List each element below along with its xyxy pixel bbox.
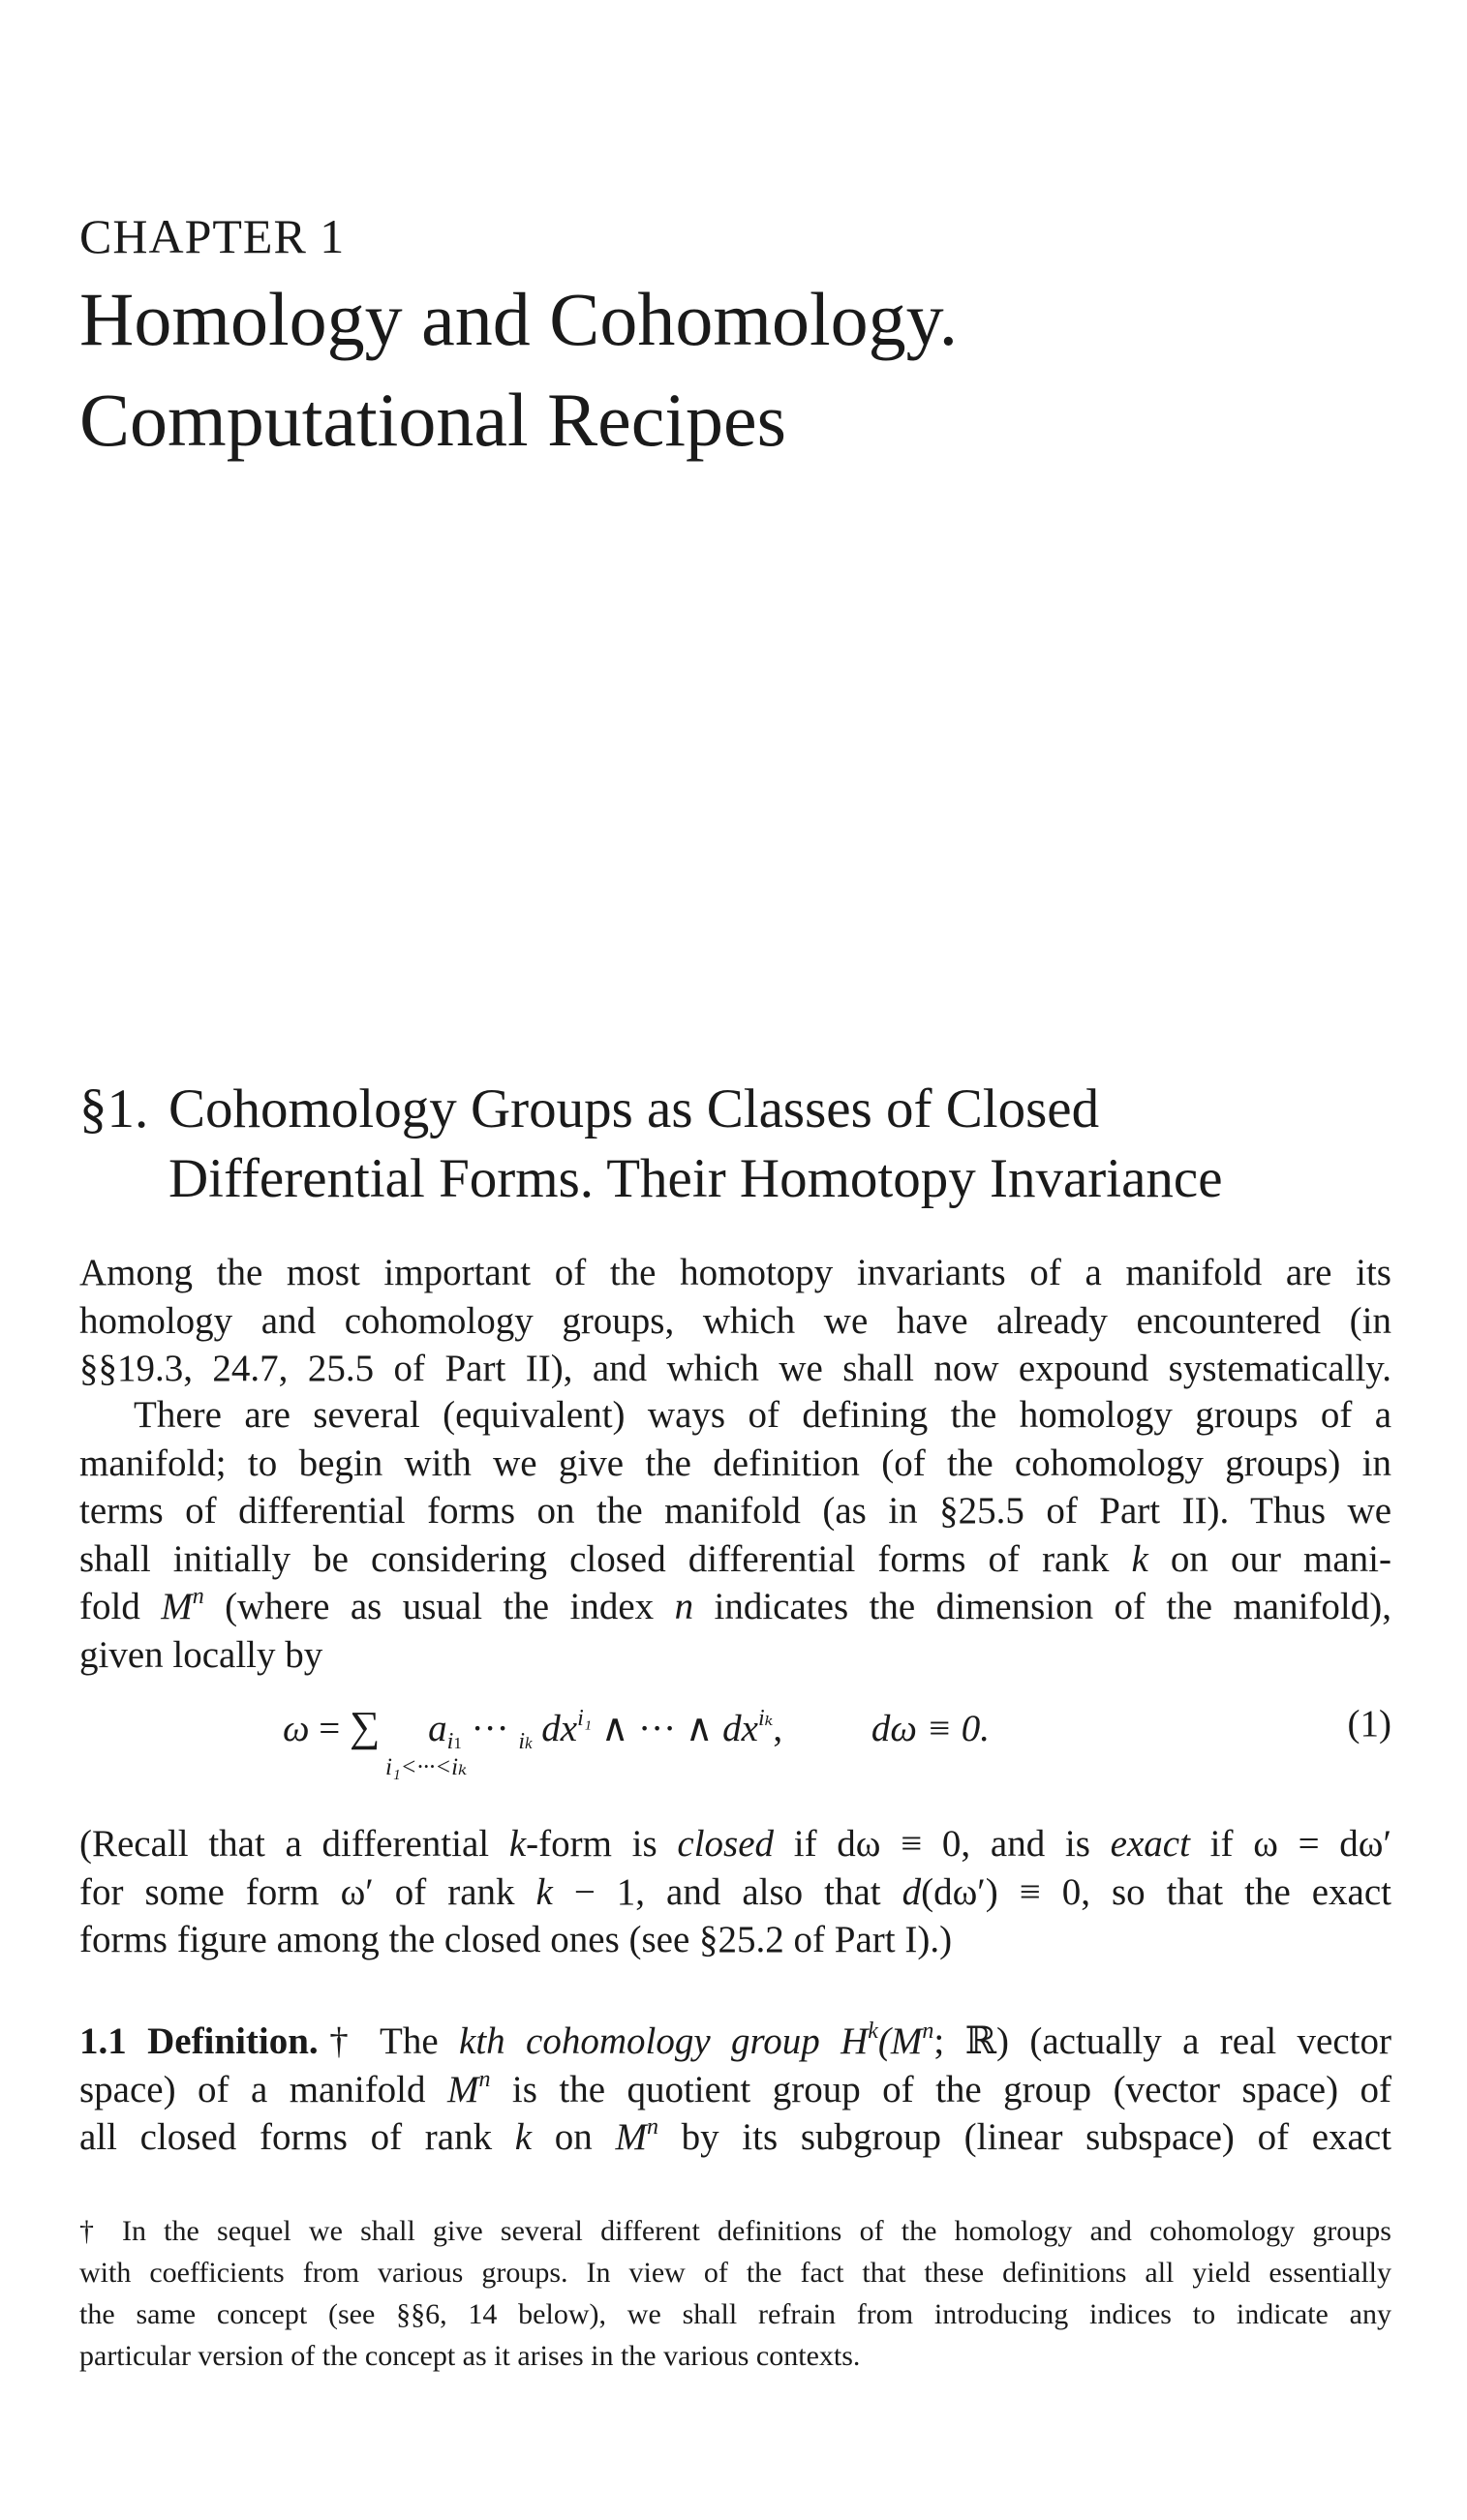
text-line: §§19.3, 24.7, 25.5 of Part II), and which we shall now expound systematically. <box>79 1348 1391 1389</box>
footnote-line: particular version of the concept as it arises in the various contexts. <box>79 2340 861 2372</box>
chapter-label: CHAPTER 1 <box>79 209 346 263</box>
math-sub: i <box>446 1729 454 1754</box>
math-var: M <box>446 2068 479 2110</box>
text-run: by its subgroup (linear subspace) of exact <box>657 2116 1391 2158</box>
footnote <box>79 2210 1391 2377</box>
text-run: The <box>359 2020 460 2062</box>
text-line <box>79 2018 1391 2066</box>
text-run: if dω ≡ 0, and is <box>774 1823 1111 1865</box>
text-run: (dω′) ≡ 0, so that the exact <box>921 1870 1392 1913</box>
definition-1-1 <box>79 2018 1391 2162</box>
text-run: for some form ω′ of rank <box>79 1870 536 1913</box>
math-sup: i₁ <box>577 1706 593 1731</box>
math-var: a <box>428 1708 447 1749</box>
sum-index: i₁<···<iₖ <box>385 1754 468 1780</box>
math-var: dx <box>532 1708 578 1749</box>
paragraph-intro <box>79 1249 1391 1393</box>
section-number: §1. <box>79 1078 149 1139</box>
equation-1 <box>79 1702 1391 1789</box>
math-op: = <box>309 1708 351 1749</box>
equation-number: (1) <box>1347 1703 1391 1745</box>
emphasis: kth cohomology group H <box>459 2020 869 2062</box>
text-line <box>79 2113 1391 2162</box>
section-heading <box>79 1075 1223 1214</box>
text-run: is the quotient group of the group (vector space) of <box>490 2068 1391 2110</box>
text-line: homology and cohomology groups, which we have already encountered (in <box>79 1299 1391 1342</box>
text-line: There are several (equivalent) ways of defining the homology groups of a <box>134 1394 1391 1436</box>
text-line <box>79 1868 1391 1917</box>
sum-symbol: ∑ <box>350 1703 381 1750</box>
section-title-line-1: Cohomology Groups as Classes of Closed <box>168 1078 1100 1139</box>
emphasis: (M <box>877 2020 923 2062</box>
text-run: − 1, and also that <box>552 1870 902 1913</box>
math-var: M <box>161 1586 193 1627</box>
footnote-marker: † <box>318 2020 360 2062</box>
math-sup: iₖ <box>757 1706 774 1731</box>
text-run: ; ℝ) <box>933 2020 1009 2062</box>
text-line: forms figure among the closed ones (see §25.2 of Part I).) <box>79 1919 953 1960</box>
text-line <box>79 1535 1391 1584</box>
text-run: (where as usual the index <box>203 1586 675 1627</box>
text-run: -form is <box>526 1823 678 1865</box>
equation-body <box>283 1702 991 1754</box>
text-run: if ω = dω′ <box>1189 1823 1392 1865</box>
definition-label: 1.1 Definition. <box>79 2020 319 2062</box>
section-title-line-2: Differential Forms. Their Homotopy Invariance <box>168 1148 1223 1209</box>
text-line <box>79 1820 1391 1868</box>
math-sup: n <box>478 2066 491 2092</box>
math-var: k <box>508 1823 527 1865</box>
math-sup: n <box>922 2019 934 2044</box>
text-run: space) of a manifold <box>79 2068 447 2110</box>
math-var: M <box>615 2116 647 2158</box>
math-op: ∧ ··· ∧ <box>592 1708 723 1749</box>
math-var: k <box>514 2116 533 2158</box>
text-line <box>79 1583 1391 1631</box>
text-line: given locally by <box>79 1633 323 1676</box>
paragraph-definitions-approach <box>79 1391 1391 1679</box>
text-run: fold <box>79 1586 162 1627</box>
text-line: manifold; to begin with we give the definition (of the cohomology groups) in <box>79 1442 1391 1484</box>
text-run: on our mani- <box>1147 1537 1391 1580</box>
text-run: shall initially be considering closed differential forms of rank <box>79 1537 1132 1580</box>
chapter-title <box>79 269 958 471</box>
emphasis: closed <box>677 1823 775 1865</box>
chapter-title-line-1: Homology and Cohomology. <box>79 277 959 361</box>
math-omega: ω <box>283 1708 310 1749</box>
footnote-line: the same concept (see §§6, 14 below), we shall refrain from introducing indices to indicate any <box>79 2298 1391 2330</box>
text-run: on <box>532 2116 616 2158</box>
text-run: (actually a real vector <box>1008 2020 1392 2062</box>
chapter-title-line-2: Computational Recipes <box>79 378 787 462</box>
math-var: k <box>535 1870 553 1913</box>
math-closed-condition: dω ≡ 0. <box>871 1708 991 1749</box>
text-line: terms of differential forms on the manifold (as in §25.5 of Part II). Thus we <box>79 1490 1391 1532</box>
text-run: all closed forms of rank <box>79 2116 515 2158</box>
math-sup: n <box>646 2114 658 2140</box>
math-sub: 1 <box>453 1734 462 1752</box>
footnote-line: with coefficients from various groups. In view of the fact that these definitions all yield essentially <box>79 2257 1391 2289</box>
text-line: Among the most important of the homotopy invariants of a manifold are its <box>79 1252 1391 1293</box>
math-sup: n <box>192 1584 204 1609</box>
text-run: (Recall that a differential <box>79 1823 509 1865</box>
footnote-line: † In the sequel we shall give several different definitions of the homology and cohomology groups <box>79 2215 1391 2247</box>
paragraph-recall <box>79 1820 1391 1964</box>
text-run: indicates the dimension of the manifold), <box>693 1586 1391 1627</box>
math-sub: k <box>524 1734 533 1752</box>
math-sup: k <box>868 2019 878 2044</box>
emphasis: exact <box>1110 1823 1190 1865</box>
math-op: ··· <box>461 1708 519 1749</box>
text-line <box>79 2066 1391 2114</box>
math-sub: i <box>518 1729 525 1754</box>
math-op: , <box>773 1708 783 1749</box>
math-var: k <box>1131 1537 1148 1580</box>
math-var: n <box>674 1586 694 1627</box>
math-var: dx <box>722 1708 758 1749</box>
math-var: d <box>902 1870 922 1913</box>
